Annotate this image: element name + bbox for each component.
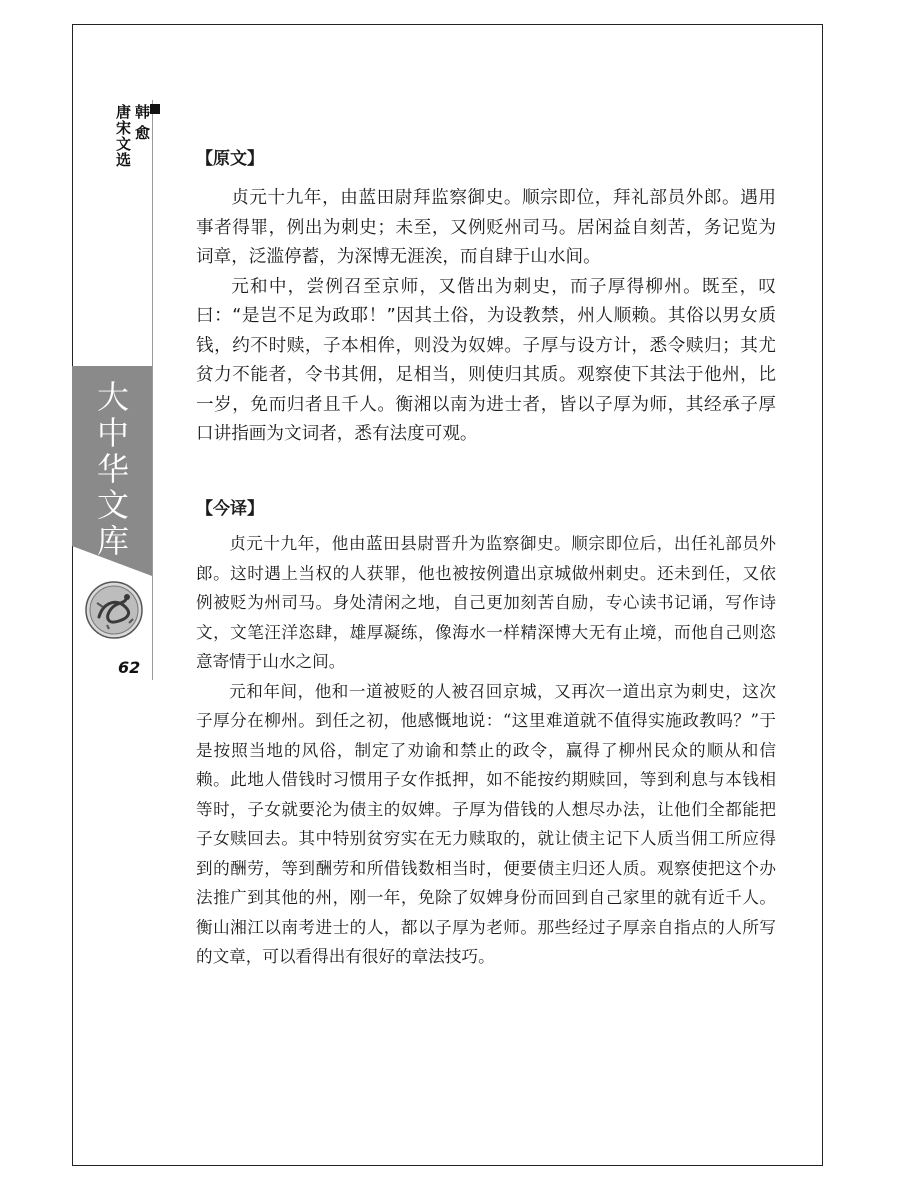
series-label [114,104,160,168]
library-banner [72,366,152,576]
translation-paragraph: 元和年间，他和一道被贬的人被召回京城，又再次一道出京为刺史，这次子厚分在柳州。到任之初，他感慨地说：“这里难道就不值得实施政教吗？”于是按照当地的风俗，制定了劝谕和禁止的政令，赢得了柳州民众的顺从和信赖。此地人借钱时习惯用子女作抵押，如不能按约期赎回，等到利息与本钱相等时，子女就要沦为债主的奴婢。子厚为借钱的人想尽办法，让他们全都能把子女赎回去。其中特别贫穷实在无力赎取的，就让债主记下人质当佣工所应得到的酬劳，等到酬劳和所借钱数相当时，便要债主归还人质。观察使把这个办法推广到其他的州，刚一年，免除了奴婢身份而回到自己家里的就有近千人。衡山湘江以南考进士的人，都以子厚为老师。那些经过子厚亲自指点的人所写的文章，可以看得出有很好的章法技巧。 [196,681,776,966]
dragon-seal-icon [85,581,143,639]
side-rule [152,100,153,680]
translation-paragraph: 贞元十九年，他由蓝田县尉晋升为监察御史。顺宗即位后，出任礼部员外郎。这时遇上当权的人获罪，他也被按例遣出京城做州刺史。还未到任，又依例被贬为州司马。身处清闲之地，自己更加刻苦自励，专心读书记诵，写作诗文，文笔汪洋恣肆，雄厚凝练，像海水一样精深博大无有止境，而他自己则恣意寄情于山水之间。 [196,534,776,671]
original-paragraph: 贞元十九年，由蓝田尉拜监察御史。顺宗即位，拜礼部员外郎。遇用事者得罪，例出为刺史；未至，又例贬州司马。居闲益自刻苦，务记览为词章，泛滥停蓄，为深博无涯涘，而自肆于山水间。 [196,188,776,267]
author-name: 韩愈 [133,104,160,168]
square-bullet-icon [150,104,160,114]
translation-heading: 【今译】 [196,499,264,519]
page-number: 62 [118,658,141,677]
original-paragraph: 元和中，尝例召至京师，又偕出为刺史，而子厚得柳州。既至，叹曰：“是岂不足为政耶！”因其土俗，为设教禁，州人顺赖。其俗以男女质钱，约不时赎，子本相侔，则没为奴婢。子厚与设方计，悉令赎归；其尤贫力不能者，令书其佣，足相当，则使归其质。观察使下其法于他州，比一岁，免而归者且千人。衡湘以南为进士者，皆以子厚为师，其经承子厚口讲指画为文词者，悉有法度可观。 [196,276,776,444]
translation-text [196,529,776,972]
banner-title: 大中华文库 [92,380,130,560]
original-heading: 【原文】 [196,149,264,169]
series-title: 唐宋文选 [114,104,132,168]
original-text [196,184,776,450]
